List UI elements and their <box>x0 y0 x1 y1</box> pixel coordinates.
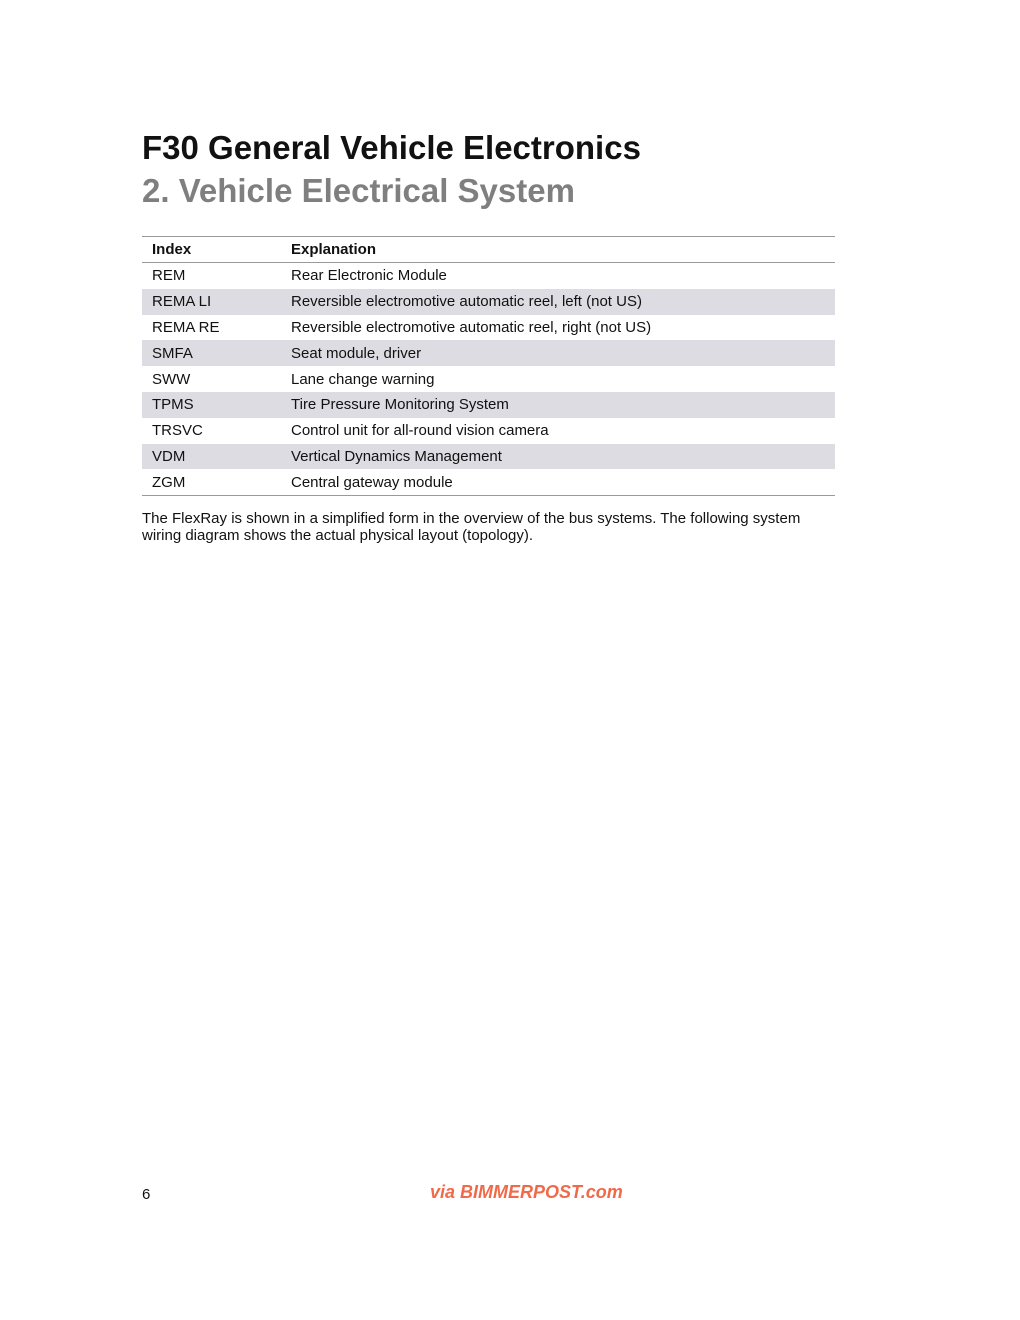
column-header-explanation: Explanation <box>281 237 835 263</box>
row-explanation: Reversible electromotive automatic reel, right (not US) <box>291 318 652 336</box>
table-header-row <box>142 237 835 263</box>
table-row <box>142 392 835 418</box>
row-index: REMA RE <box>152 318 220 336</box>
table-row <box>142 315 835 341</box>
table-row <box>142 469 835 495</box>
body-paragraph: The FlexRay is shown in a simplified form in the overview of the bus systems. The following system wiring diagram shows the actual physical layout (topology). <box>142 510 801 544</box>
row-explanation: Tire Pressure Monitoring System <box>281 392 835 418</box>
row-explanation: Vertical Dynamics Management <box>281 444 835 470</box>
page-title: F30 General Vehicle Electronics <box>142 129 641 166</box>
row-index: TRSVC <box>152 422 203 440</box>
row-explanation: Control unit for all-round vision camera <box>291 422 549 440</box>
table-row <box>142 444 835 470</box>
row-explanation: Central gateway module <box>291 473 453 491</box>
table-row <box>142 263 835 289</box>
row-index: TPMS <box>142 392 281 418</box>
table-row <box>142 340 835 366</box>
row-explanation: Lane change warning <box>291 370 435 388</box>
row-index: REMA LI <box>142 289 281 315</box>
row-explanation: Rear Electronic Module <box>291 267 447 285</box>
table-row <box>142 418 835 444</box>
index-table <box>142 236 835 496</box>
page-number: 6 <box>142 1186 151 1203</box>
table-row <box>142 289 835 315</box>
section-subtitle: 2. Vehicle Electrical System <box>142 172 575 209</box>
row-index: VDM <box>142 444 281 470</box>
watermark-text: via BIMMERPOST.com <box>430 1182 623 1202</box>
row-explanation: Seat module, driver <box>281 340 835 366</box>
row-explanation: Reversible electromotive automatic reel, left (not US) <box>281 289 835 315</box>
row-index: SWW <box>152 370 191 388</box>
row-index: REM <box>152 267 186 285</box>
table-row <box>142 366 835 392</box>
row-index: ZGM <box>152 473 186 491</box>
column-header-index: Index <box>142 237 281 263</box>
row-index: SMFA <box>142 340 281 366</box>
